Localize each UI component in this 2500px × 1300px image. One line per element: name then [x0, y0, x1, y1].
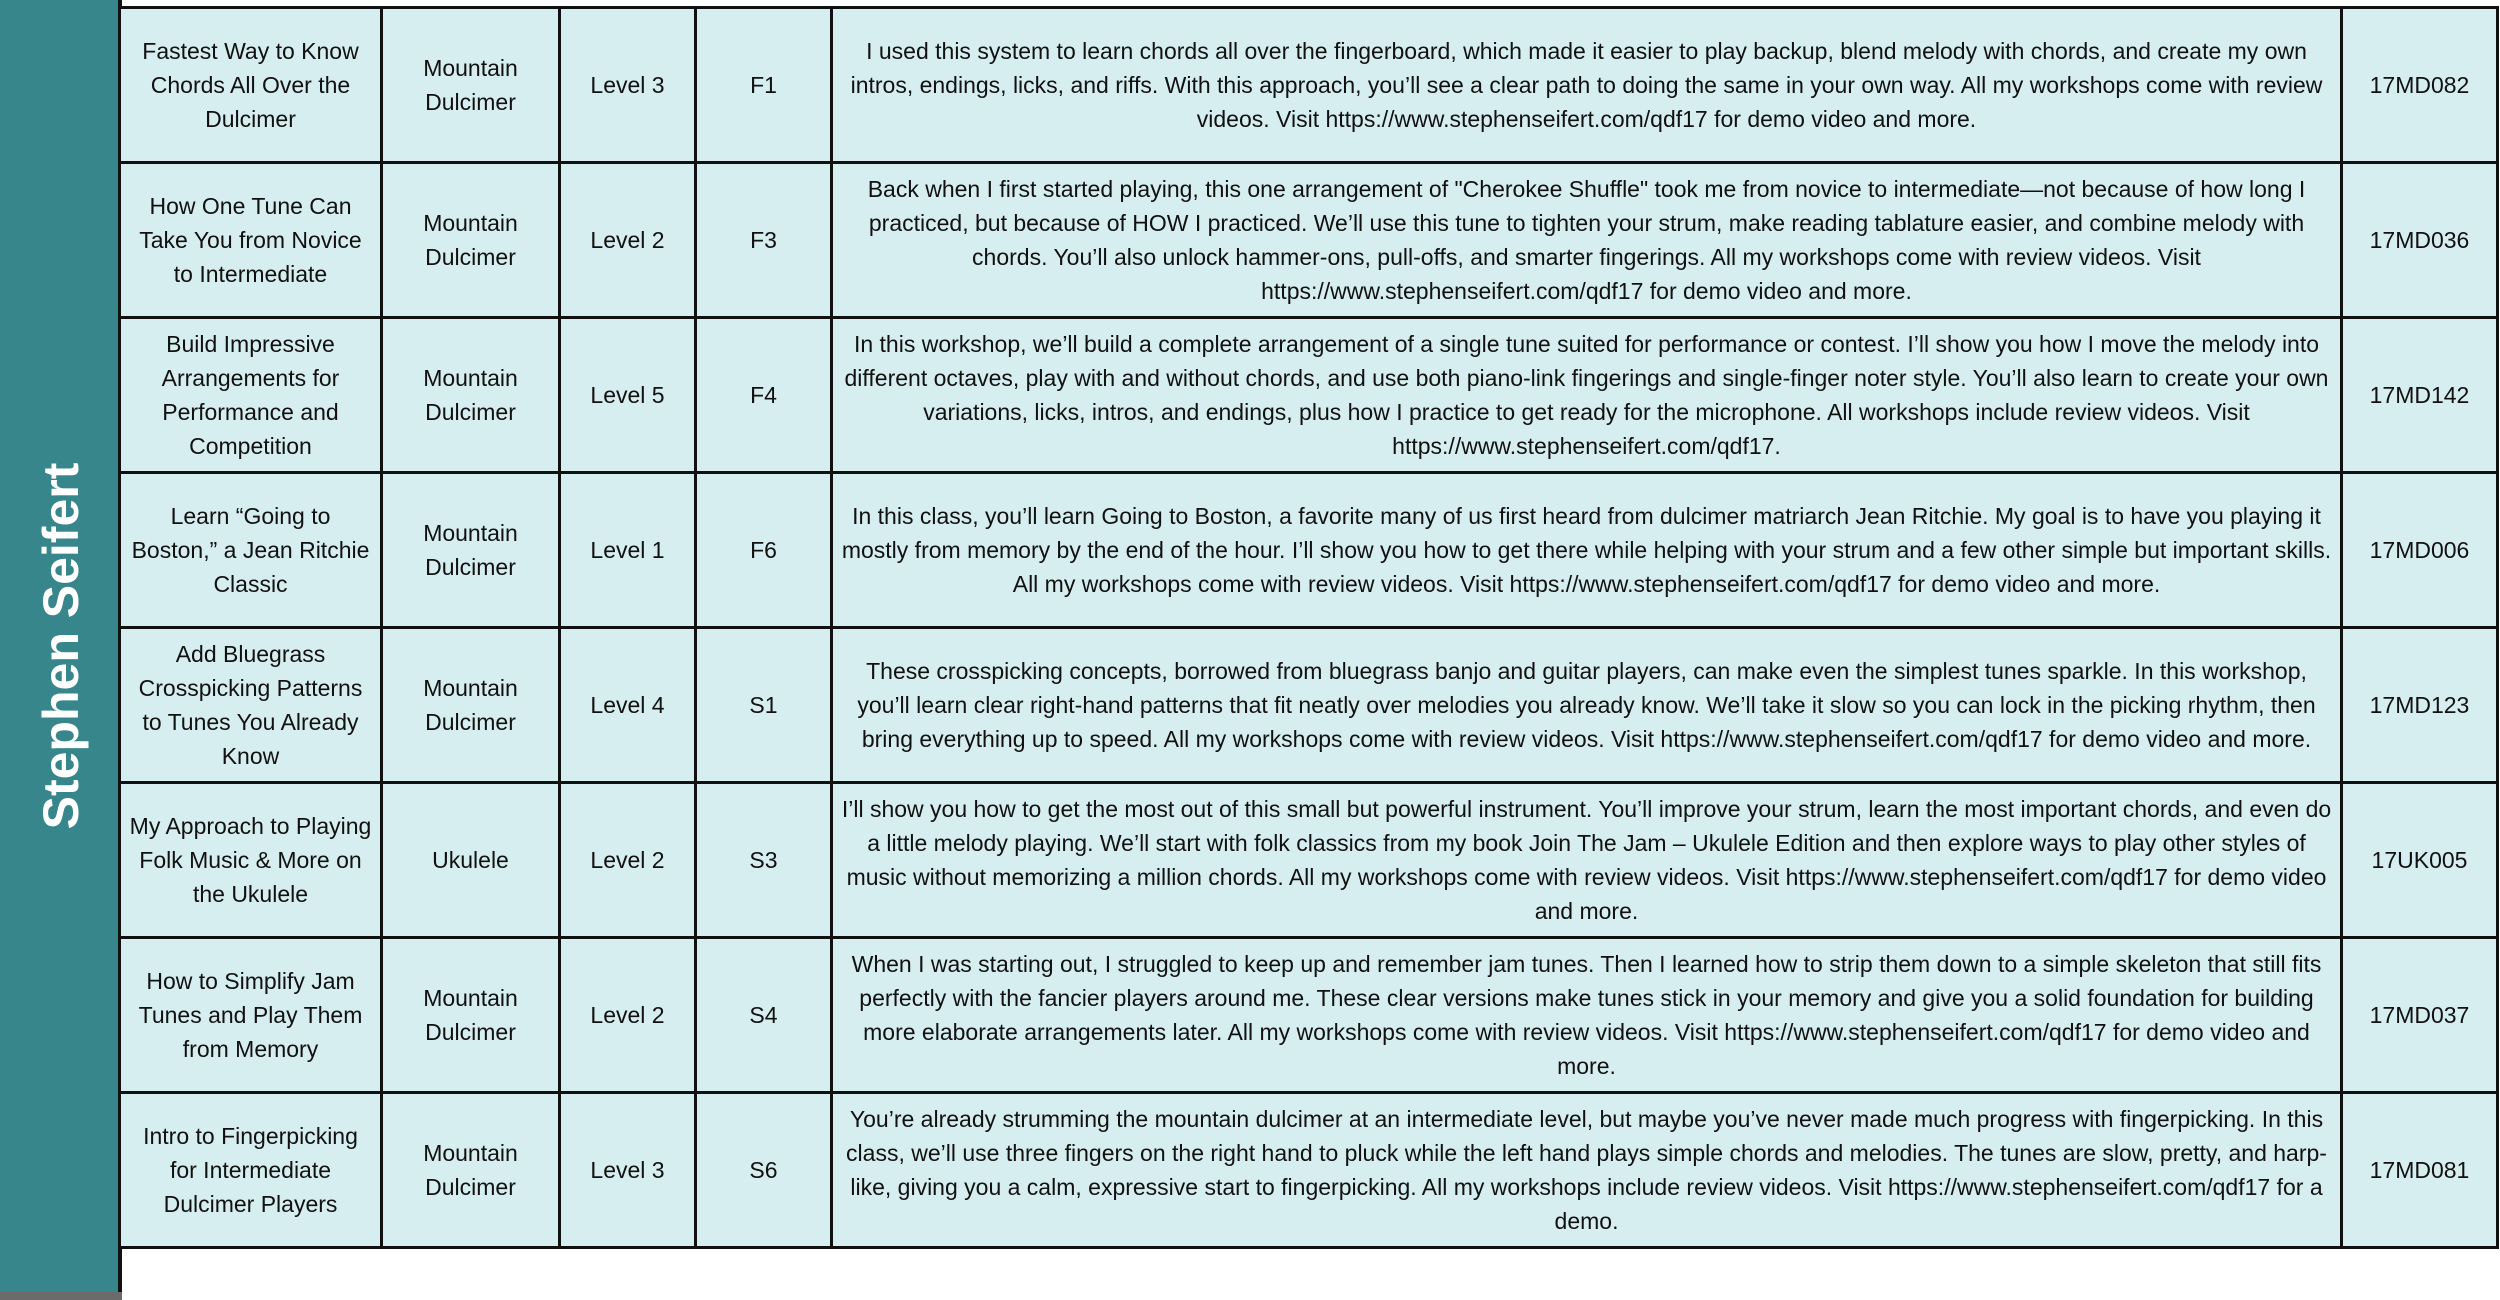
table-row — [120, 318, 2498, 473]
workshop-level: Level 4 — [560, 628, 696, 783]
workshop-instrument: Mountain Dulcimer — [382, 163, 560, 318]
workshop-description: When I was starting out, I struggled to keep up and remember jam tunes. Then I learned how to strip them down to a simple skeleton that still fits perfectly with the fancier players around me. These clear versions make tunes stick in your memory and give you a solid foundation for building more elaborate arrangements later. All my workshops come with review videos. Visit https://www.stephenseifert.com/qdf17 for demo video and more. — [832, 938, 2342, 1093]
workshop-description: In this workshop, we’ll build a complete arrangement of a single tune suited for performance or contest. I’ll show you how I move the melody into different octaves, play with and without chords, and use both piano-link fingerings and single-finger noter style. You’ll also learn to create your own variations, licks, intros, and endings, plus how I practice to get ready for the microphone. All workshops include review videos. Visit https://www.stephenseifert.com/qdf17. — [832, 318, 2342, 473]
workshop-description: You’re already strumming the mountain dulcimer at an intermediate level, but maybe you’ve never made much progress with fingerpicking. In this class, we’ll use three fingers on the right hand to pluck while the left hand plays simple chords and melodies. The tunes are slow, pretty, and harp-like, giving you a calm, expressive start to fingerpicking. All my workshops include review videos. Visit https://www.stephenseifert.com/qdf17 for a demo. — [832, 1093, 2342, 1248]
workshop-description: Back when I first started playing, this one arrangement of "Cherokee Shuffle" took me from novice to intermediate—not because of how long I practiced, but because of HOW I practiced. We’ll use this tune to tighten your strum, make reading tablature easier, and combine melody with chords. You’ll also unlock hammer-ons, pull-offs, and smarter fingerings. All my workshops come with review videos. Visit https://www.stephenseifert.com/qdf17 for demo video and more. — [832, 163, 2342, 318]
workshop-level: Level 5 — [560, 318, 696, 473]
instructor-name: Stephen Seifert — [33, 462, 89, 830]
workshop-level: Level 2 — [560, 783, 696, 938]
workshop-title: Fastest Way to Know Chords All Over the Dulcimer — [120, 8, 382, 163]
workshop-level: Level 2 — [560, 163, 696, 318]
workshop-instrument: Mountain Dulcimer — [382, 473, 560, 628]
workshop-description: In this class, you’ll learn Going to Boston, a favorite many of us first heard from dulcimer matriarch Jean Ritchie. My goal is to have you playing it mostly from memory by the end of the hour. I’ll show you how to get there while helping with your strum and a few other simple but important skills. All my workshops come with review videos. Visit https://www.stephenseifert.com/qdf17 for demo video and more. — [832, 473, 2342, 628]
instructor-sidebar — [0, 0, 122, 1292]
workshop-slot: F1 — [696, 8, 832, 163]
workshop-description: These crosspicking concepts, borrowed from bluegrass banjo and guitar players, can make even the simplest tunes sparkle. In this workshop, you’ll learn clear right-hand patterns that fit neatly over melodies you already know. We’ll take it slow so you can lock in the picking rhythm, then bring everything up to speed. All my workshops come with review videos. Visit https://www.stephenseifert.com/qdf17 for demo video and more. — [832, 628, 2342, 783]
workshop-description: I used this system to learn chords all over the fingerboard, which made it easier to play backup, blend melody with chords, and create my own intros, endings, licks, and riffs. With this approach, you’ll see a clear path to doing the same in your own way. All my workshops come with review videos. Visit https://www.stephenseifert.com/qdf17 for demo video and more. — [832, 8, 2342, 163]
workshop-slot: S3 — [696, 783, 832, 938]
table-row — [120, 783, 2498, 938]
workshop-slot: F6 — [696, 473, 832, 628]
workshop-title: My Approach to Playing Folk Music & More on the Ukulele — [120, 783, 382, 938]
workshop-title: How One Tune Can Take You from Novice to Intermediate — [120, 163, 382, 318]
workshop-instrument: Ukulele — [382, 783, 560, 938]
workshop-code: 17MD006 — [2342, 473, 2498, 628]
table-row — [120, 473, 2498, 628]
workshop-instrument: Mountain Dulcimer — [382, 318, 560, 473]
workshop-code: 17MD082 — [2342, 8, 2498, 163]
workshop-instrument: Mountain Dulcimer — [382, 1093, 560, 1248]
workshop-slot: F4 — [696, 318, 832, 473]
table-row — [120, 1093, 2498, 1248]
workshop-code: 17MD123 — [2342, 628, 2498, 783]
workshop-level: Level 3 — [560, 1093, 696, 1248]
workshop-level: Level 1 — [560, 473, 696, 628]
workshop-title: Intro to Fingerpicking for Intermediate Dulcimer Players — [120, 1093, 382, 1248]
table-row — [120, 938, 2498, 1093]
workshop-slot: S1 — [696, 628, 832, 783]
workshop-slot: F3 — [696, 163, 832, 318]
workshop-slot: S6 — [696, 1093, 832, 1248]
workshop-table — [118, 6, 2499, 1249]
bottom-border-strip — [0, 1292, 2500, 1300]
workshop-code: 17MD081 — [2342, 1093, 2498, 1248]
workshop-level: Level 3 — [560, 8, 696, 163]
workshop-code: 17MD036 — [2342, 163, 2498, 318]
workshop-instrument: Mountain Dulcimer — [382, 628, 560, 783]
workshop-code: 17MD142 — [2342, 318, 2498, 473]
workshop-code: 17UK005 — [2342, 783, 2498, 938]
workshop-description: I’ll show you how to get the most out of this small but powerful instrument. You’ll improve your strum, learn the most important chords, and even do a little melody playing. We’ll start with folk classics from my book Join The Jam – Ukulele Edition and then explore ways to play other styles of music without memorizing a million chords. All my workshops come with review videos. Visit https://www.stephenseifert.com/qdf17 for demo video and more. — [832, 783, 2342, 938]
table-row — [120, 628, 2498, 783]
workshop-level: Level 2 — [560, 938, 696, 1093]
table-row — [120, 8, 2498, 163]
workshop-instrument: Mountain Dulcimer — [382, 938, 560, 1093]
next-section-edge — [0, 1292, 122, 1300]
workshop-code: 17MD037 — [2342, 938, 2498, 1093]
workshop-slot: S4 — [696, 938, 832, 1093]
table-row — [120, 163, 2498, 318]
workshop-title: How to Simplify Jam Tunes and Play Them from Memory — [120, 938, 382, 1093]
workshop-title: Learn “Going to Boston,” a Jean Ritchie Classic — [120, 473, 382, 628]
workshop-instrument: Mountain Dulcimer — [382, 8, 560, 163]
workshop-title: Add Bluegrass Crosspicking Patterns to Tunes You Already Know — [120, 628, 382, 783]
workshop-title: Build Impressive Arrangements for Performance and Competition — [120, 318, 382, 473]
